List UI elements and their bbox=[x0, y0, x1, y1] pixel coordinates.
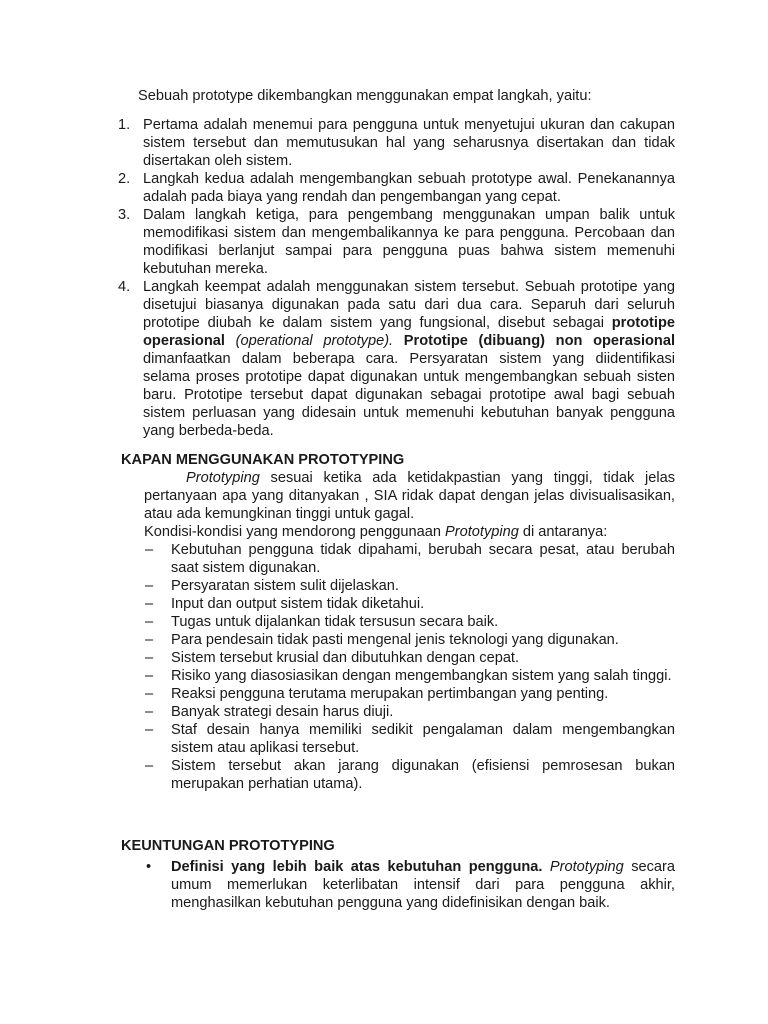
dash-icon: – bbox=[145, 614, 154, 630]
step-item bbox=[118, 206, 675, 278]
condition-item bbox=[144, 577, 675, 595]
term-prototyping: Prototyping bbox=[186, 470, 260, 486]
dash-icon: – bbox=[145, 542, 154, 558]
dash-icon: – bbox=[145, 578, 154, 594]
benefit-text: secara umum memerlukan keterlibatan intensif dari para pengguna akhir, menghasilkan kebutuhan pengguna yang didefinisikan dengan baik. bbox=[171, 859, 675, 911]
dash-icon: – bbox=[145, 722, 154, 738]
bullet-icon: • bbox=[146, 859, 152, 875]
step-number: 2. bbox=[118, 171, 131, 187]
condition-item bbox=[144, 595, 675, 613]
kapan-paragraph bbox=[144, 469, 675, 523]
step-text: Langkah keempat adalah menggunakan sistem tersebut. Sebuah prototipe yang disetujui biasanya digunakan pada satu dari dua cara. Separuh dari seluruh prototipe diubah ke dalam sistem yang fungsional, disebut sebagai bbox=[143, 279, 675, 331]
term-prototyping: Prototyping bbox=[542, 859, 624, 875]
condition-item bbox=[144, 721, 675, 757]
term-non-operational-prototype: Prototipe (dibuang) non operasional bbox=[393, 333, 675, 349]
benefit-title: Definisi yang lebih baik atas kebutuhan pengguna. bbox=[171, 859, 543, 875]
benefit-item bbox=[144, 858, 675, 912]
condition-text: Staf desain hanya memiliki sedikit pengalaman dalam mengembangkan sistem atau aplikasi tersebut. bbox=[171, 722, 675, 756]
condition-item bbox=[144, 613, 675, 631]
condition-item bbox=[144, 541, 675, 577]
condition-text: Persyaratan sistem sulit dijelaskan. bbox=[171, 578, 399, 594]
term-operational-prototype: prototipe operasional bbox=[143, 315, 675, 349]
dash-icon: – bbox=[145, 650, 154, 666]
prototype-steps-list bbox=[118, 116, 675, 440]
section-kapan-body bbox=[144, 469, 675, 793]
conditions-intro bbox=[144, 523, 675, 541]
step-item bbox=[118, 278, 675, 440]
condition-text: Risiko yang diasosiasikan dengan mengembangkan sistem yang salah tinggi. bbox=[171, 668, 672, 684]
dash-icon: – bbox=[145, 758, 154, 774]
condition-text: Para pendesain tidak pasti mengenal jenis teknologi yang digunakan. bbox=[171, 632, 619, 648]
condition-text: Input dan output sistem tidak diketahui. bbox=[171, 596, 425, 612]
condition-text: Banyak strategi desain harus diuji. bbox=[171, 704, 394, 720]
heading-keuntungan-prototyping: KEUNTUNGAN PROTOTYPING bbox=[121, 838, 335, 854]
step-number: 3. bbox=[118, 207, 131, 223]
condition-text: Tugas untuk dijalankan tidak tersusun secara baik. bbox=[171, 614, 499, 630]
step-item bbox=[118, 170, 675, 206]
condition-item bbox=[144, 649, 675, 667]
dash-icon: – bbox=[145, 704, 154, 720]
condition-item bbox=[144, 703, 675, 721]
term-prototyping: Prototyping bbox=[445, 524, 519, 540]
dash-icon: – bbox=[145, 596, 154, 612]
condition-text: Reaksi pengguna terutama merupakan pertimbangan yang penting. bbox=[171, 686, 609, 702]
condition-text: Kebutuhan pengguna tidak dipahami, berubah secara pesat, atau berubah saat sistem digunakan. bbox=[171, 542, 675, 576]
intro-sentence: Sebuah prototype dikembangkan menggunakan empat langkah, yaitu: bbox=[138, 88, 592, 104]
step-text: Dalam langkah ketiga, para pengembang menggunakan umpan balik untuk memodifikasi sistem dan mengembalikannya ke para pengguna. Percobaan dan modifikasi berlanjut sampai para pengguna puas bahwa sistem memenuhi kebutuhan mereka. bbox=[143, 207, 675, 277]
condition-item bbox=[144, 631, 675, 649]
dash-icon: – bbox=[145, 632, 154, 648]
step-text: Pertama adalah menemui para pengguna untuk menyetujui ukuran dan cakupan sistem tersebut dan memutusukan hal yang seharusnya disertakan dan tidak disertakan oleh sistem. bbox=[143, 117, 675, 169]
step-text: Langkah kedua adalah mengembangkan sebuah prototype awal. Penekanannya adalah pada biaya yang rendah dan pengembangan yang cepat. bbox=[143, 171, 675, 205]
condition-text: Sistem tersebut akan jarang digunakan (efisiensi pemrosesan bukan merupakan perhatian utama). bbox=[171, 758, 675, 792]
condition-text: Sistem tersebut krusial dan dibutuhkan dengan cepat. bbox=[171, 650, 520, 666]
dash-icon: – bbox=[145, 686, 154, 702]
conditions-list bbox=[144, 541, 675, 793]
term-operational-prototype-english: (operational prototype). bbox=[224, 333, 394, 349]
condition-item bbox=[144, 667, 675, 685]
step-number: 1. bbox=[118, 117, 131, 133]
step-item bbox=[118, 116, 675, 170]
heading-kapan-menggunakan-prototyping: KAPAN MENGGUNAKAN PROTOTYPING bbox=[121, 452, 405, 468]
condition-item bbox=[144, 685, 675, 703]
kapan-paragraph-text: sesuai ketika ada ketidakpastian yang tinggi, tidak jelas pertanyaan apa yang ditanyakan , SIA ridak dapat dengan jelas divisualisasikan, atau ada kemungkinan tinggi untuk gagal. bbox=[144, 470, 675, 522]
step-text-continued: dimanfaatkan dalam beberapa cara. Persyaratan sistem yang diidentifikasi selama proses prototipe dapat digunakan untuk mengembangkan sebuah sisten baru. Prototipe tersebut dapat digunakan sebagai prototipe awal bagi sebuah sistem perluasan yang didesain untuk memenuhi kebutuhan banyak pengguna yang berbeda-beda. bbox=[143, 351, 675, 439]
condition-item bbox=[144, 757, 675, 793]
conditions-intro-text-end: di antaranya: bbox=[518, 524, 608, 540]
dash-icon: – bbox=[145, 668, 154, 684]
benefits-list bbox=[144, 858, 675, 912]
conditions-intro-text: Kondisi-kondisi yang mendorong penggunaan bbox=[144, 524, 446, 540]
step-number: 4. bbox=[118, 279, 131, 295]
